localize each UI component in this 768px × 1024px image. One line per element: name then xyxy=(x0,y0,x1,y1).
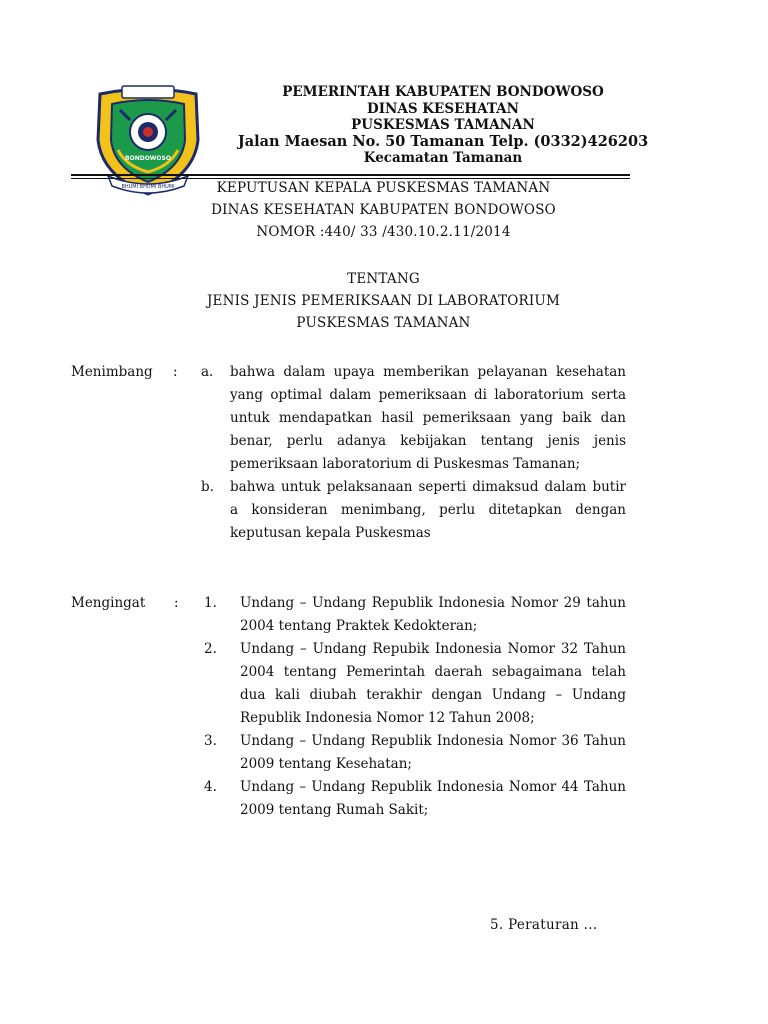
list-item xyxy=(204,730,626,776)
list-marker: a. xyxy=(201,364,214,380)
mengingat-colon: : xyxy=(174,595,179,611)
mengingat-list xyxy=(204,592,626,822)
list-item-text: Undang – Undang Republik Indonesia Nomor 44 Tahun 2009 tentang Rumah Sakit; xyxy=(240,779,626,818)
subject-heading: TENTANG xyxy=(347,271,420,287)
menimbang-colon: : xyxy=(173,364,178,380)
menimbang-list xyxy=(201,361,626,545)
letterhead-divider-thick xyxy=(71,174,630,176)
decision-line-1: KEPUTUSAN KEPALA PUSKESMAS TAMANAN xyxy=(216,180,551,196)
list-item-text: Undang – Undang Repubik Indonesia Nomor 32 Tahun 2004 tentang Pemerintah daerah sebagaimana telah dua kali diubah terakhir dengan Undang – Undang Republik Indonesia Nomor 12 Tahun 2008; xyxy=(240,641,626,726)
decision-line-2: DINAS KESEHATAN KABUPATEN BONDOWOSO xyxy=(211,202,556,218)
list-marker: 3. xyxy=(204,733,217,749)
logo-top-text: BONDOWOSO xyxy=(125,155,171,162)
list-item xyxy=(204,638,626,730)
list-marker: b. xyxy=(201,479,214,495)
letterhead-department: DINAS KESEHATAN xyxy=(367,100,519,117)
list-item xyxy=(204,592,626,638)
letterhead-address: Jalan Maesan No. 50 Tamanan Telp. (0332)426203 xyxy=(237,132,649,150)
decision-number: NOMOR :440/ 33 /430.10.2.11/2014 xyxy=(256,224,511,240)
list-item xyxy=(201,476,626,545)
letterhead xyxy=(215,84,671,167)
menimbang-label: Menimbang xyxy=(71,364,153,380)
list-item-text: bahwa untuk pelaksanaan seperti dimaksud dalam butir a konsideran menimbang, perlu ditetapkan dengan keputusan kepala Puskesmas xyxy=(230,479,626,541)
letterhead-government: PEMERINTAH KABUPATEN BONDOWOSO xyxy=(282,84,604,100)
list-item-text: bahwa dalam upaya memberikan pelayanan kesehatan yang optimal dalam pemeriksaan di laboratorium serta untuk mendapatkan hasil pemeriksaan yang baik dan benar, perlu adanya kebijakan tentang jenis jenis pemeriksaan laboratorium di Puskesmas Tamanan; xyxy=(230,364,626,472)
list-marker: 2. xyxy=(204,641,217,657)
decision-title xyxy=(71,177,696,243)
list-marker: 4. xyxy=(204,779,217,795)
subject-title xyxy=(71,268,696,334)
mengingat-label: Mengingat xyxy=(71,595,146,611)
list-item-text: Undang – Undang Republik Indonesia Nomor 29 tahun 2004 tentang Praktek Kedokteran; xyxy=(240,595,626,634)
letterhead-puskesmas: PUSKESMAS TAMANAN xyxy=(351,117,535,133)
subject-line-1: JENIS JENIS PEMERIKSAAN DI LABORATORIUM xyxy=(206,293,561,309)
list-item xyxy=(204,776,626,822)
subject-line-2: PUSKESMAS TAMANAN xyxy=(296,315,471,331)
list-marker: 1. xyxy=(204,595,217,611)
letterhead-district: Kecamatan Tamanan xyxy=(363,150,523,166)
logo-motto: BHUMI BHUMI BHUMI xyxy=(121,184,175,190)
list-item xyxy=(201,361,626,476)
page-continuation-note: 5. Peraturan ... xyxy=(490,917,598,933)
list-item-text: Undang – Undang Republik Indonesia Nomor 36 Tahun 2009 tentang Kesehatan; xyxy=(240,733,626,772)
